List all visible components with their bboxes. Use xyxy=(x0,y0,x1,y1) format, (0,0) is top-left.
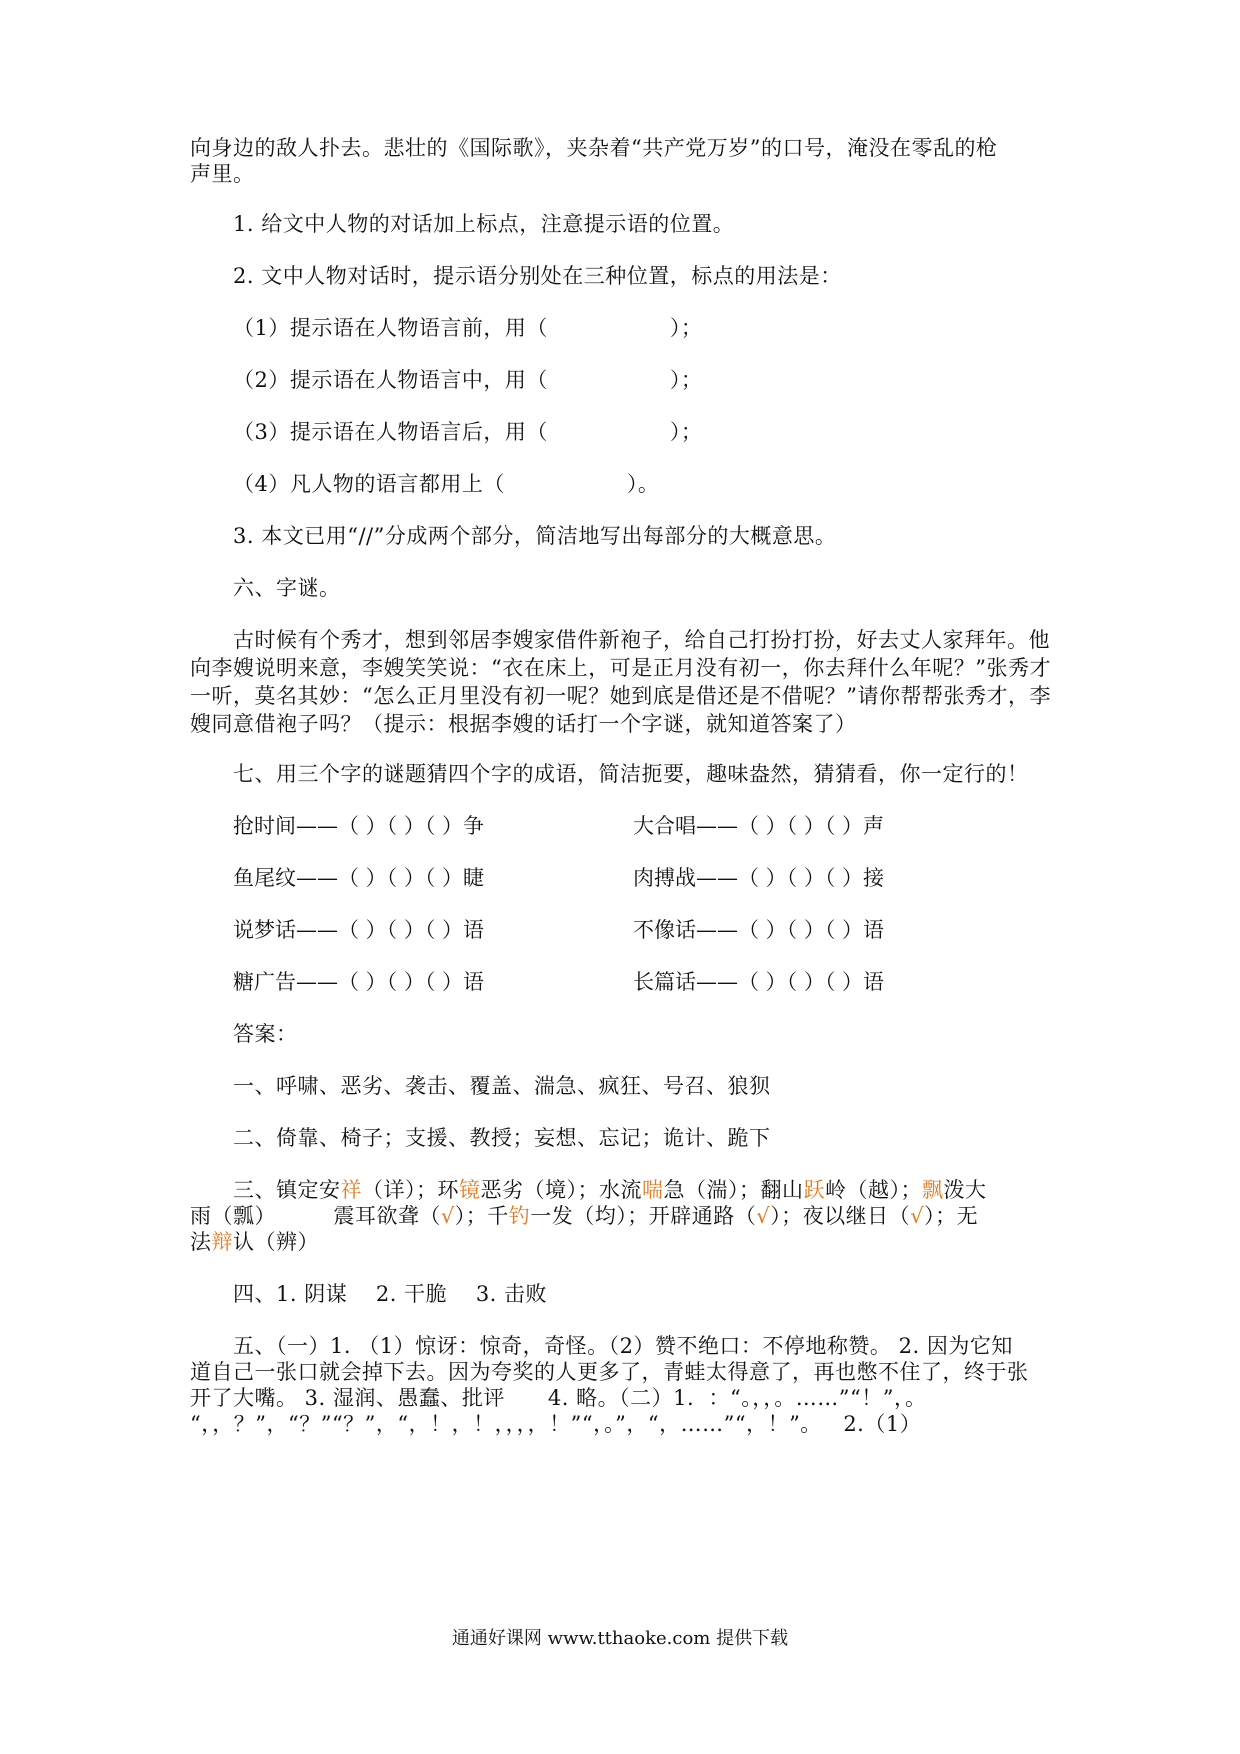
riddle-item: 肉搏战——（ ）（ ）（ ）接 xyxy=(633,866,885,890)
highlight-char: 喘 xyxy=(642,1178,664,1202)
question-1: 1. 给文中人物的对话加上标点，注意提示语的位置。 xyxy=(233,212,735,236)
riddle-item: 说梦话——（ ）（ ）（ ）语 xyxy=(233,918,485,942)
question-2-item: （2）提示语在人物语言中，用（ ）； xyxy=(233,368,703,392)
riddle-item: 抢时间——（ ）（ ）（ ）争 xyxy=(233,814,485,838)
answer-3-line: 法辩认（辨） xyxy=(190,1230,319,1254)
answer-5-line: 道自己一张口就会掉下去。因为夸奖的人更多了，青蛙太得意了，再也憋不住了，终于张 xyxy=(190,1360,1029,1384)
question-2: 2. 文中人物对话时，提示语分别处在三种位置，标点的用法是： xyxy=(233,264,842,288)
riddle-item: 长篇话——（ ）（ ）（ ）语 xyxy=(633,970,885,994)
riddle-item: 大合唱——（ ）（ ）（ ）声 xyxy=(633,814,885,838)
answer-5-line: 五、（一）1. （1）惊讶：惊奇，奇怪。（2）赞不绝口：不停地称赞。 2. 因为它知 xyxy=(233,1334,1013,1358)
section-6-body: 古时候有个秀才，想到邻居李嫂家借件新袍子，给自己打扮打扮，好去丈人家拜年。他向李嫂说明来意，李嫂笑笑说：“衣在床上，可是正月没有初一，你去拜什么年呢？”张秀才一听，莫名其妙：“怎么正月里没有初一呢？她到底是借还是不借呢？”请你帮帮张秀才，李嫂同意借袍子吗？（提示：根据李嫂的话打一个字谜，就知道答案了） xyxy=(190,628,1051,736)
highlight-char: 祥 xyxy=(340,1178,362,1202)
answer-5-line: 开了大嘴。 3. 湿润、愚蠢、批评 4. 略。（二）1. ：“。，，。……”“！”，。 xyxy=(190,1386,927,1410)
passage-line: 向身边的敌人扑去。悲壮的《国际歌》，夹杂着“共产党万岁”的口号，淹没在零乱的枪 xyxy=(190,136,998,160)
question-2-item: （1）提示语在人物语言前，用（ ）； xyxy=(233,316,703,340)
answers-title: 答案： xyxy=(233,1022,298,1046)
highlight-char: 飘 xyxy=(922,1178,944,1202)
answer-4: 四、1. 阴谋 2. 干脆 3. 击败 xyxy=(233,1282,548,1306)
section-7-title: 七、用三个字的谜题猜四个字的成语，简洁扼要，趣味盎然，猜猜看，你一定行的！ xyxy=(233,762,1029,786)
riddle-item: 不像话——（ ）（ ）（ ）语 xyxy=(633,918,885,942)
question-2-item: （3）提示语在人物语言后，用（ ）； xyxy=(233,420,703,444)
check-mark: √ xyxy=(910,1204,925,1228)
riddle-item: 糖广告——（ ）（ ）（ ）语 xyxy=(233,970,485,994)
answer-1: 一、呼啸、恶劣、袭击、覆盖、湍急、疯狂、号召、狼狈 xyxy=(233,1074,771,1098)
section-6-title: 六、字谜。 xyxy=(233,576,341,600)
answer-3-line: 三、镇定安祥（详）；环镜恶劣（境）；水流喘急（湍）；翻山跃岭（越）；飘泼大 xyxy=(233,1178,987,1202)
check-mark: √ xyxy=(440,1204,455,1228)
highlight-char: 跃 xyxy=(803,1178,825,1202)
question-3: 3. 本文已用“//”分成两个部分，简洁地写出每部分的大概意思。 xyxy=(233,524,837,548)
answer-5-line: “，，？”，“？”“？”，“，！，！，，，，！”“，。”，“，……”“，！”。 2.（1） xyxy=(190,1412,922,1436)
check-mark: √ xyxy=(756,1204,771,1228)
passage-line: 声里。 xyxy=(190,162,255,186)
highlight-char: 钓 xyxy=(508,1204,531,1228)
riddle-item: 鱼尾纹——（ ）（ ）（ ）睫 xyxy=(233,866,485,890)
answer-2: 二、倚靠、椅子；支援、教授；妄想、忘记；诡计、跪下 xyxy=(233,1126,771,1150)
answer-3-line: 雨（瓢） 震耳欲聋（√）；千钓一发（均）；开辟通路（√）；夜以继日（√）；无 xyxy=(190,1204,979,1228)
question-2-item: （4）凡人物的语言都用上（ ）。 xyxy=(233,472,660,496)
page-footer: 通通好课网 www.tthaoke.com 提供下载 xyxy=(451,1628,789,1649)
highlight-char: 镜 xyxy=(459,1178,481,1202)
highlight-char: 辩 xyxy=(211,1230,233,1254)
